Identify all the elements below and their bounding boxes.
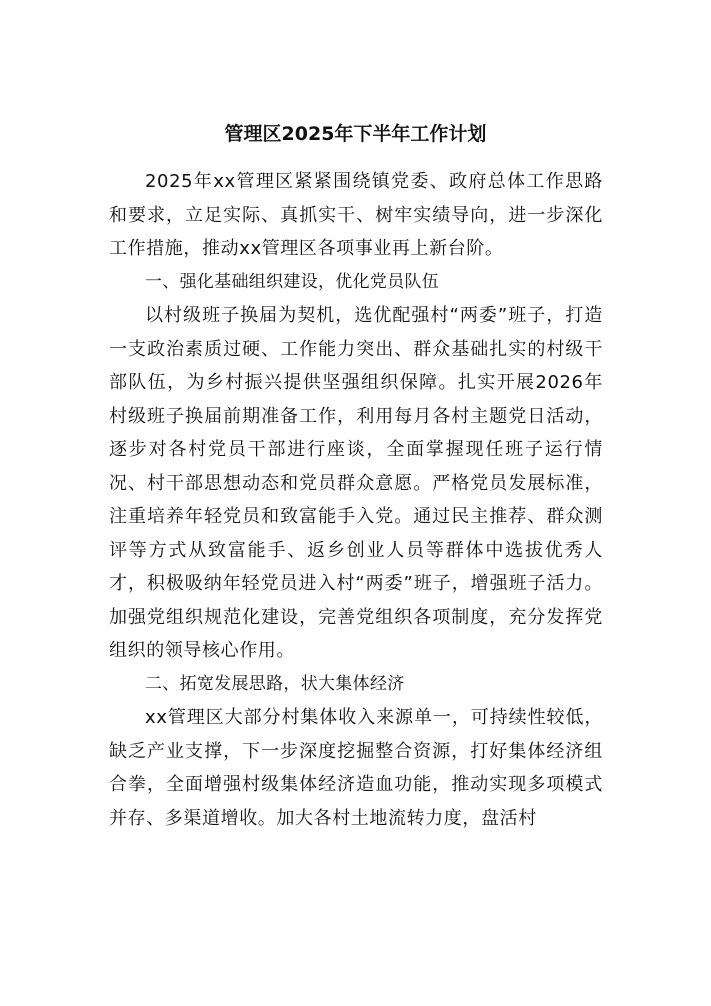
section-1-heading: 一、强化基础组织建设，优化党员队伍 (145, 271, 440, 292)
section-2-heading: 二、拓宽发展思路，状大集体经济 (145, 673, 405, 694)
intro-paragraph: 2025年xx管理区紧紧围绕镇党委、政府总体工作思路和要求，立足实际、真抓实干、树牢实绩导向，进一步深化工作措施，推动xx管理区各项事业再上新台阶。 (109, 171, 603, 259)
document-body (109, 165, 603, 835)
document-title: 管理区2025年下半年工作计划 (224, 123, 487, 145)
section-1-paragraph: 以村级班子换届为契机，选优配强村“两委”班子，打造一支政治素质过硬、工作能力突出、群众基础扎实的村级干部队伍，为乡村振兴提供坚强组织保障。扎实开展2026年村级班子换届前期准备工作，利用每月各村主题党日活动，逐步对各村党员干部进行座谈，全面掌握现任班子运行情况、村干部思想动态和党员群众意愿。严格党员发展标准，注重培养年轻党员和致富能手入党。通过民主推荐、群众测评等方式从致富能手、返乡创业人员等群体中选拔优秀人才，积极吸纳年轻党员进入村“两委”班子，增强班子活力。加强党组织规范化建设，完善党组织各项制度，充分发挥党组织的领导核心作用。 (109, 305, 603, 661)
section-2-paragraph: xx管理区大部分村集体收入来源单一，可持续性较低，缺乏产业支撑，下一步深度挖掘整合资源，打好集体经济组合拳，全面增强村级集体经济造血功能，推动实现多项模式并存、多渠道增收。加大各村土地流转力度，盘活村 (109, 707, 603, 829)
